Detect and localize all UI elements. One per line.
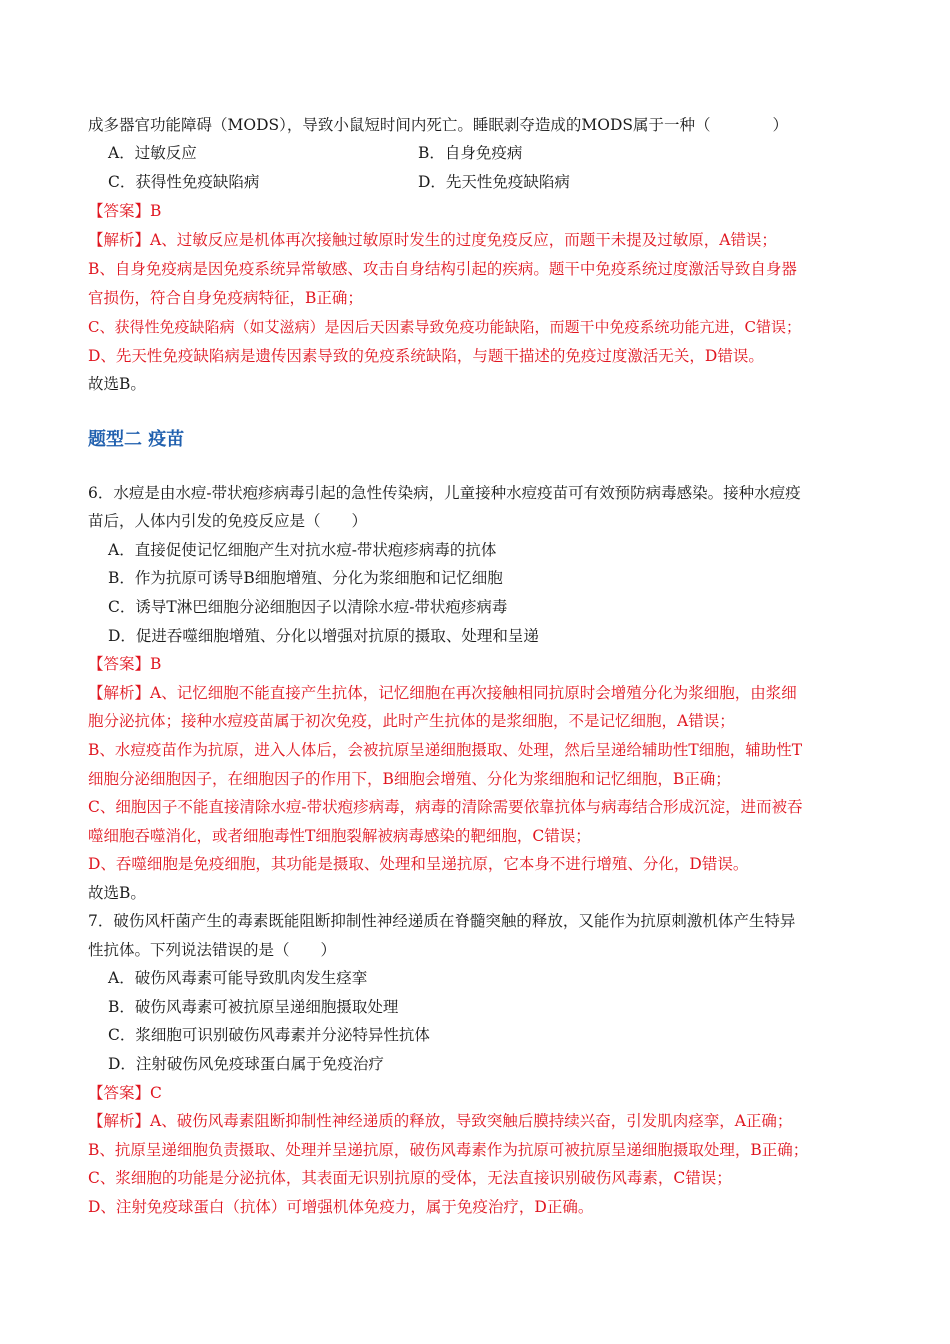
q6-analysis-line: B、水痘疫苗作为抗原，进入人体后，会被抗原呈递细胞摄取、处理，然后呈递给辅助性T细胞，辅助性T xyxy=(88,741,803,759)
q7-option-d: D．注射破伤风免疫球蛋白属于免疫治疗 xyxy=(108,1055,384,1073)
q7-analysis-line: C、浆细胞的功能是分泌抗体，其表面无识别抗原的受体，无法直接识别破伤风毒素，C错误； xyxy=(88,1169,732,1187)
q7-stem-line: 7．破伤风杆菌产生的毒素既能阻断抑制性神经递质在脊髓突触的释放，又能作为抗原刺激机体产生特异 xyxy=(88,912,796,930)
q5-analysis-line: B、自身免疫病是因免疫系统异常敏感、攻击自身结构引起的疾病。题干中免疫系统过度激活导致自身器 xyxy=(88,260,797,278)
q7-analysis-line: D、注射免疫球蛋白（抗体）可增强机体免疫力，属于免疫治疗，D正确。 xyxy=(88,1198,594,1216)
q5-analysis-line: 【解析】A、过敏反应是机体再次接触过敏原时发生的过度免疫反应，而题干未提及过敏原，A错误； xyxy=(88,231,777,249)
q6-stem-line: 苗后，人体内引发的免疫反应是（ ） xyxy=(88,512,368,530)
q6-analysis-line: D、吞噬细胞是免疫细胞，其功能是摄取、处理和呈递抗原，它本身不进行增殖、分化，D错误。 xyxy=(88,855,749,873)
q6-analysis-line: 胞分泌抗体；接种水痘疫苗属于初次免疫，此时产生抗体的是浆细胞，不是记忆细胞，A错误； xyxy=(88,712,735,730)
q5-answer: 【答案】B xyxy=(88,202,162,220)
q5-option-d: D．先天性免疫缺陷病 xyxy=(418,173,570,191)
q6-answer: 【答案】B xyxy=(88,655,162,673)
q7-option-a: A．破伤风毒素可能导致肌肉发生痉挛 xyxy=(108,969,368,987)
q7-stem-line: 性抗体。下列说法错误的是（ ） xyxy=(88,941,337,959)
q6-option-a: A．直接促使记忆细胞产生对抗水痘-带状疱疹病毒的抗体 xyxy=(108,541,497,559)
q6-analysis-line: 细胞分泌细胞因子，在细胞因子的作用下，B细胞会增殖、分化为浆细胞和记忆细胞，B正确； xyxy=(88,770,731,788)
q7-analysis-line: 【解析】A、破伤风毒素阻断抑制性神经递质的释放，导致突触后膜持续兴奋，引发肌肉痉挛，A正确； xyxy=(88,1112,793,1130)
q6-analysis-line: C、细胞因子不能直接清除水痘-带状疱疹病毒，病毒的清除需要依靠抗体与病毒结合形成沉淀，进而被吞 xyxy=(88,798,803,816)
q7-option-c: C．浆细胞可识别破伤风毒素并分泌特异性抗体 xyxy=(108,1026,430,1044)
q6-option-b: B．作为抗原可诱导B细胞增殖、分化为浆细胞和记忆细胞 xyxy=(108,569,503,587)
q6-stem-line: 6．水痘是由水痘-带状疱疹病毒引起的急性传染病，儿童接种水痘疫苗可有效预防病毒感染。接种水痘疫 xyxy=(88,484,801,502)
q6-analysis-line: 噬细胞吞噬消化，或者细胞毒性T细胞裂解被病毒感染的靶细胞，C错误； xyxy=(88,827,591,845)
q5-stem: 成多器官功能障碍（MODS），导致小鼠短时间内死亡。睡眠剥夺造成的MODS属于一种（ ） xyxy=(88,116,789,134)
q5-conclusion: 故选B。 xyxy=(88,375,146,393)
q5-option-c: C．获得性免疫缺陷病 xyxy=(108,173,260,191)
q7-analysis-line: B、抗原呈递细胞负责摄取、处理并呈递抗原，破伤风毒素作为抗原可被抗原呈递细胞摄取处理，B正确； xyxy=(88,1141,809,1159)
q6-conclusion: 故选B。 xyxy=(88,884,146,902)
q6-analysis-line: 【解析】A、记忆细胞不能直接产生抗体，记忆细胞在再次接触相同抗原时会增殖分化为浆细胞，由浆细 xyxy=(88,684,797,702)
q7-option-b: B．破伤风毒素可被抗原呈递细胞摄取处理 xyxy=(108,998,399,1016)
q5-analysis-line: 官损伤，符合自身免疫病特征，B正确； xyxy=(88,289,363,307)
q6-option-c: C．诱导T淋巴细胞分泌细胞因子以清除水痘-带状疱疹病毒 xyxy=(108,598,508,616)
q5-analysis-line: C、获得性免疫缺陷病（如艾滋病）是因后天因素导致免疫功能缺陷，而题干中免疫系统功能亢进，C错误； xyxy=(88,318,801,336)
q6-option-d: D．促进吞噬细胞增殖、分化以增强对抗原的摄取、处理和呈递 xyxy=(108,627,539,645)
q5-option-a: A．过敏反应 xyxy=(108,144,197,162)
q5-option-b: B．自身免疫病 xyxy=(418,144,523,162)
section-title: 题型二 疫苗 xyxy=(88,429,185,450)
q7-answer: 【答案】C xyxy=(88,1084,162,1102)
q5-analysis-line: D、先天性免疫缺陷病是遗传因素导致的免疫系统缺陷，与题干描述的免疫过度激活无关，D错误。 xyxy=(88,347,764,365)
